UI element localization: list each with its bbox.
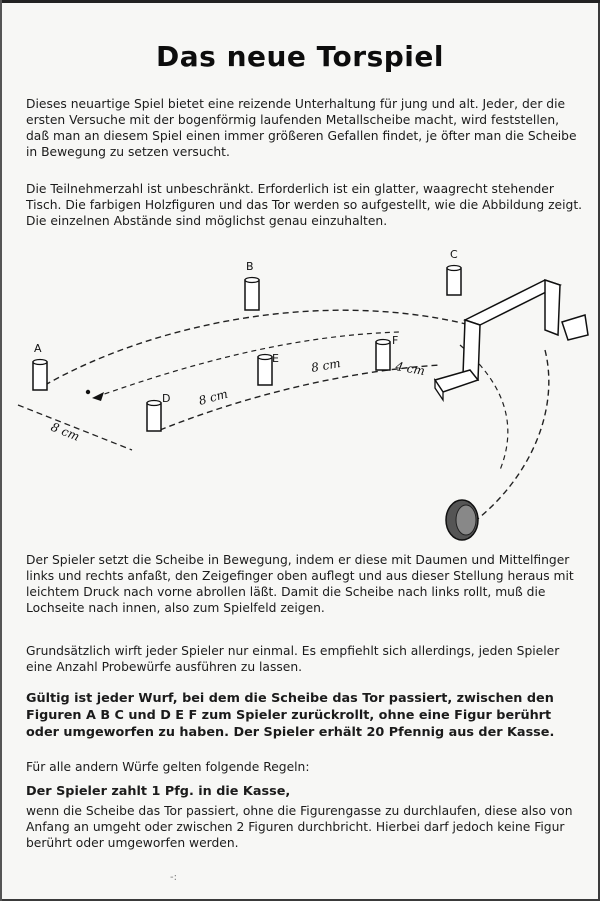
scan-edge-top	[0, 0, 600, 3]
return-dashed-path	[96, 332, 400, 397]
label-c: C	[450, 248, 458, 261]
page-title: Das neue Torspiel	[156, 40, 444, 73]
start-dot	[86, 390, 90, 394]
gate	[435, 280, 588, 400]
valid-throw-text: Gültig ist jeder Wurf, bei dem die Scheibe das Tor passiert, zwischen den Figuren A B C und D E F zum Spieler zurückrollt, ohne eine Figur berührt oder umgeworfen zu haben. Der Spieler erhält 20 Pfennig aus der Kasse.	[26, 691, 555, 740]
distance-label-d-e: 8 cm	[197, 386, 230, 408]
distance-label-baseline: 8 cm	[48, 419, 82, 444]
pay-heading	[26, 784, 586, 800]
other-rules-text: Für alle andern Würfe gelten folgende Regeln:	[26, 760, 310, 774]
figure-f	[376, 340, 390, 371]
label-b: B	[246, 260, 254, 273]
label-e: E	[272, 352, 279, 365]
intro-paragraph	[26, 96, 586, 160]
game-setup-diagram	[0, 240, 600, 550]
figure-a	[33, 360, 47, 391]
figure-b	[245, 278, 259, 311]
label-a: A	[34, 342, 42, 355]
footer-mark: -:	[170, 872, 177, 883]
distance-label-f-gate: 4 cm	[394, 359, 427, 379]
direction-arrow	[92, 392, 104, 401]
pay-text: wenn die Scheibe das Tor passiert, ohne die Figurengasse zu durchlaufen, diese also von Anfang an umgeht oder zwischen 2 Figuren durchbricht. Hierbei darf jedoch keine Figur berührt oder umgeworfen werden.	[26, 804, 573, 850]
other-rules-paragraph	[26, 759, 586, 775]
setup-paragraph	[26, 181, 586, 229]
label-f: F	[392, 334, 399, 347]
label-d: D	[162, 392, 171, 405]
throw-paragraph	[26, 552, 586, 616]
intro-text: Dieses neuartige Spiel bietet eine reizende Unterhaltung für jung und alt. Jeder, der die ersten Versuche mit der bogenförmig laufenden Metallscheibe macht, wird feststellen, daß man an diesem Spiel einen immer größeren Gefallen findet, je öfter man die Scheibe in Bewegung zu setzen versucht.	[26, 97, 577, 159]
rule-once-paragraph	[26, 643, 586, 675]
roll-path	[470, 350, 549, 525]
pay-paragraph	[26, 803, 586, 851]
valid-throw-paragraph	[26, 690, 586, 741]
figure-e	[258, 355, 272, 386]
pay-heading-text: Der Spieler zahlt 1 Pfg. in die Kasse,	[26, 784, 291, 799]
figure-d	[147, 401, 161, 432]
rule-once-text: Grundsätzlich wirft jeder Spieler nur einmal. Es empfiehlt sich allerdings, jeden Spieler eine Anzahl Probewürfe ausführen zu lassen.	[26, 644, 560, 674]
distance-label-e-f: 8 cm	[310, 356, 342, 375]
setup-text: Die Teilnehmerzahl ist unbeschränkt. Erforderlich ist ein glatter, waagrecht stehender Tisch. Die farbigen Holzfiguren und das Tor werden so aufgestellt, wie die Abbildung zeigt. Die einzelnen Abstände sind möglichst genau einzuhalten.	[26, 182, 583, 228]
metal-disc	[446, 500, 478, 540]
throw-text: Der Spieler setzt die Scheibe in Bewegung, indem er diese mit Daumen und Mittelfinger links und rechts anfaßt, den Zeigefinger oben auflegt und aus dieser Stellung heraus mit leichtem Druck nach vorne abrollen läßt. Damit die Scheibe nach links rollt, muß die Lochseite nach innen, also zum Spielfeld zeigen.	[26, 553, 574, 615]
figure-c	[447, 266, 461, 296]
